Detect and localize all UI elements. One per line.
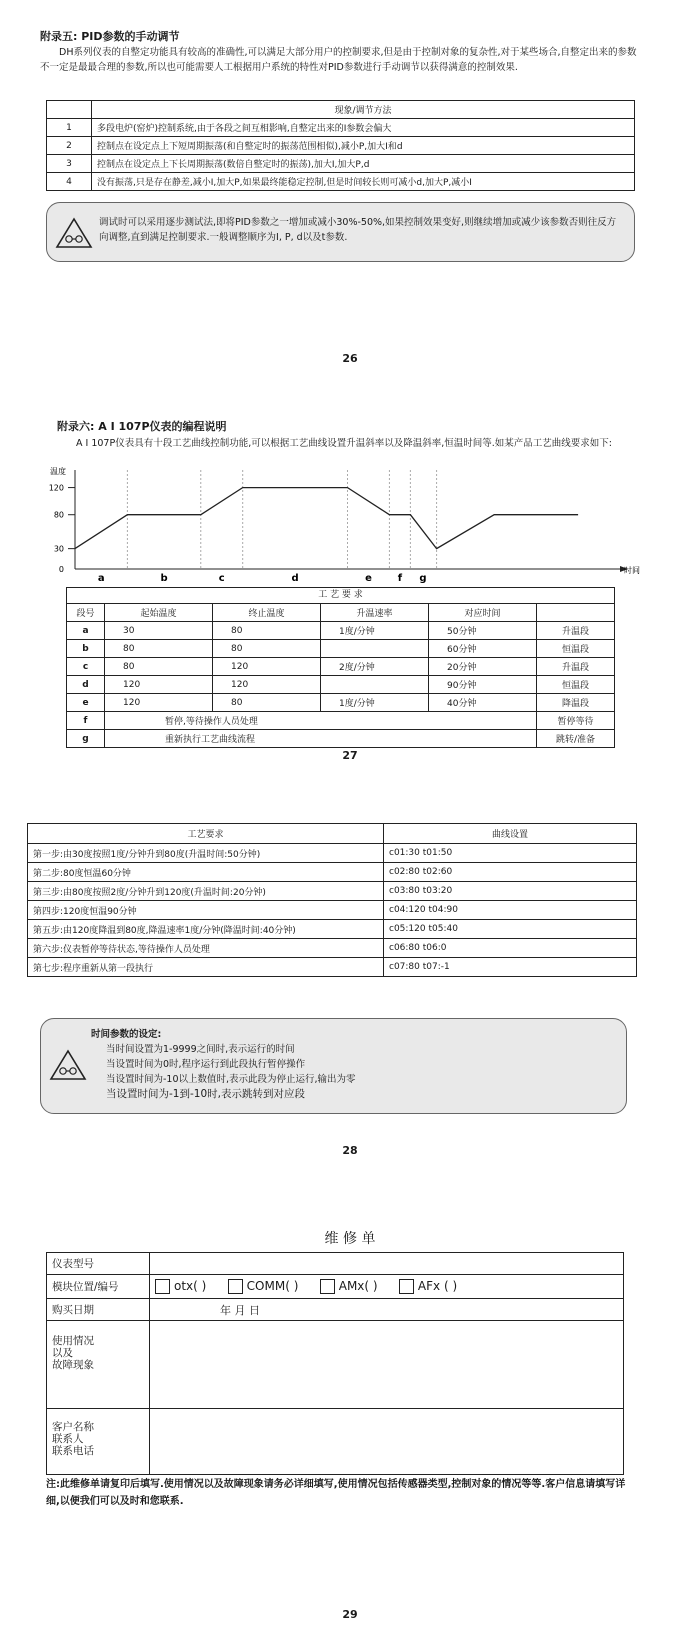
time-param-line: 当设置时间为-1到-10时,表示跳转到对应段 — [106, 1088, 305, 1100]
table-row: 4 没有振荡,只是存在静差,减小I,加大P,如果最终能稳定控制,但是时间较长则可减小d,加大P,减小I — [47, 173, 635, 191]
afx-option-label: AFx ( ) — [417, 1278, 458, 1293]
afx-checkbox[interactable] — [399, 1279, 414, 1294]
time-param-line: 当时间设置为1-9999之间时,表示运行的时间 — [106, 1044, 295, 1055]
tuning-note-text: 调试时可以采用逐步测试法,即将PID参数之一增加或减小30%-50%,如果控制效果变好,则继续增加或减少该参数否则往反方向调整,直到满足控制要求.一般调整顺序为I, P, d以及t参数. — [99, 217, 617, 243]
y-axis-label: 温度 — [50, 467, 66, 476]
pid-tuning-table — [46, 100, 635, 191]
segment-label: d — [291, 573, 299, 584]
customer-field[interactable] — [150, 1409, 624, 1475]
comm-checkbox[interactable] — [228, 1279, 243, 1294]
otx-checkbox[interactable] — [155, 1279, 170, 1294]
repair-form-title: 维 修 单 — [324, 1231, 376, 1247]
segment-label: c — [218, 573, 225, 584]
segment-label: f — [397, 573, 403, 584]
table-row: a 30 80 1度/分钟 50分钟 升温段 — [67, 622, 615, 640]
module-label: 模块位置/编号 — [47, 1275, 150, 1299]
time-param-line: 当设置时间为-10以上数值时,表示此段为停止运行,输出为零 — [106, 1074, 356, 1085]
appendix5-title: 附录五: PID参数的手动调节 — [40, 30, 180, 43]
segment-label: g — [419, 573, 427, 584]
table-row: 第七步:程序重新从第一段执行 c07:80 t07:-1 — [28, 958, 637, 977]
appendix6-title: 附录六: A I 107P仪表的编程说明 — [57, 420, 227, 433]
curve-settings-table — [27, 823, 637, 977]
y-tick-label: 120 — [48, 483, 64, 493]
table-row: f 暂停,等待操作人员处理 暂停等待 — [67, 712, 615, 730]
usage-field[interactable] — [150, 1321, 624, 1409]
model-label: 仪表型号 — [47, 1253, 150, 1275]
table-row: 2 控制点在设定点上下短周期振荡(和自整定时的振荡范围相似),减小P,加大I和d — [47, 137, 635, 155]
otx-option-label: otx( ) — [174, 1278, 207, 1293]
repair-footnote: 注:此维修单请复印后填写.使用情况以及故障现象请务必详细填写,使用情况包括传感器类型,控制对象的情况等等.客户信息请填写详细,以便我们可以及时和您联系. — [46, 1479, 626, 1507]
table-row: d 120 120 90分钟 恒温段 — [67, 676, 615, 694]
page-number: 29 — [342, 1608, 358, 1621]
caution-glasses-icon — [49, 1049, 87, 1081]
segment-label: a — [97, 573, 105, 584]
table-row: g 重新执行工艺曲线流程 跳转/准备 — [67, 730, 615, 748]
table-row: 第五步:由120度降温到80度,降温速率1度/分钟(降温时间:40分钟) c05:120 t05:40 — [28, 920, 637, 939]
table-row: 第一步:由30度按照1度/分钟升到80度(升温时间:50分钟) c01:30 t01:50 — [28, 844, 637, 863]
table-row: 第四步:120度恒温90分钟 c04:120 t04:90 — [28, 901, 637, 920]
module-options — [150, 1275, 624, 1299]
customer-label: 客户名称 联系人 联系电话 — [47, 1409, 150, 1475]
page-number: 26 — [342, 352, 358, 365]
table-header-row: 段号 起始温度 终止温度 升温速率 对应时间 — [67, 604, 615, 622]
caution-glasses-icon — [55, 217, 93, 249]
table-row: e 120 80 1度/分钟 40分钟 降温段 — [67, 694, 615, 712]
date-field[interactable]: 年 月 日 — [150, 1299, 624, 1321]
y-tick-label: 30 — [53, 544, 64, 554]
table-row: 第二步:80度恒温60分钟 c02:80 t02:60 — [28, 863, 637, 882]
date-label: 购买日期 — [47, 1299, 150, 1321]
page-number: 28 — [342, 1144, 358, 1157]
model-field[interactable] — [150, 1253, 624, 1275]
table-header-row: 工艺要求 曲线设置 — [28, 824, 637, 844]
process-table — [66, 603, 615, 748]
y-tick-label: 80 — [53, 510, 64, 520]
amx-checkbox[interactable] — [320, 1279, 335, 1294]
x-axis-label: 时间 — [624, 566, 640, 575]
comm-option-label: COMM( ) — [246, 1278, 299, 1293]
table-row: 1 多段电炉(窑炉)控制系统,由于各段之间互相影响,自整定出来的I参数会偏大 — [47, 119, 635, 137]
table-row: b 80 80 60分钟 恒温段 — [67, 640, 615, 658]
time-param-line: 当设置时间为0时,程序运行到此段执行暂停操作 — [106, 1059, 306, 1070]
appendix5-intro: DH系列仪表的自整定功能具有较高的准确性,可以满足大部分用户的控制要求,但是由于控制对象的复杂性,对于某些场合,自整定出来的参数不一定是最最合理的参数,所以也可能需要人工根据用户系统的特性对PID参数进行手动调节以获得满意的控制效果. — [40, 47, 637, 73]
time-param-note-box — [40, 1018, 627, 1114]
tuning-note-box — [46, 202, 635, 262]
table-header: 现象/调节方法 — [92, 101, 635, 119]
time-param-title: 时间参数的设定: — [91, 1029, 162, 1040]
segment-label: b — [160, 573, 168, 584]
page-number: 27 — [342, 749, 358, 762]
usage-label: 使用情况 以及 故障现象 — [47, 1321, 150, 1409]
process-curve-chart — [40, 462, 660, 587]
process-table-title: 工 艺 要 求 — [66, 587, 615, 603]
segment-label: e — [365, 573, 372, 584]
table-row: 3 控制点在设定点上下长周期振荡(数倍自整定时的振荡),加大I,加大P,d — [47, 155, 635, 173]
table-row: 第三步:由80度按照2度/分钟升到120度(升温时间:20分钟) c03:80 t03:20 — [28, 882, 637, 901]
appendix6-intro: A I 107P仪表具有十段工艺曲线控制功能,可以根据工艺曲线设置升温斜率以及降温斜率,恒温时间等.如某产品工艺曲线要求如下: — [76, 438, 612, 449]
repair-form-table — [46, 1252, 624, 1475]
process-curve-line — [75, 488, 578, 549]
y-tick-label: 0 — [58, 565, 64, 574]
amx-option-label: AMx( ) — [338, 1278, 378, 1293]
table-row: 第六步:仪表暂停等待状态,等待操作人员处理 c06:80 t06:0 — [28, 939, 637, 958]
table-row: c 80 120 2度/分钟 20分钟 升温段 — [67, 658, 615, 676]
